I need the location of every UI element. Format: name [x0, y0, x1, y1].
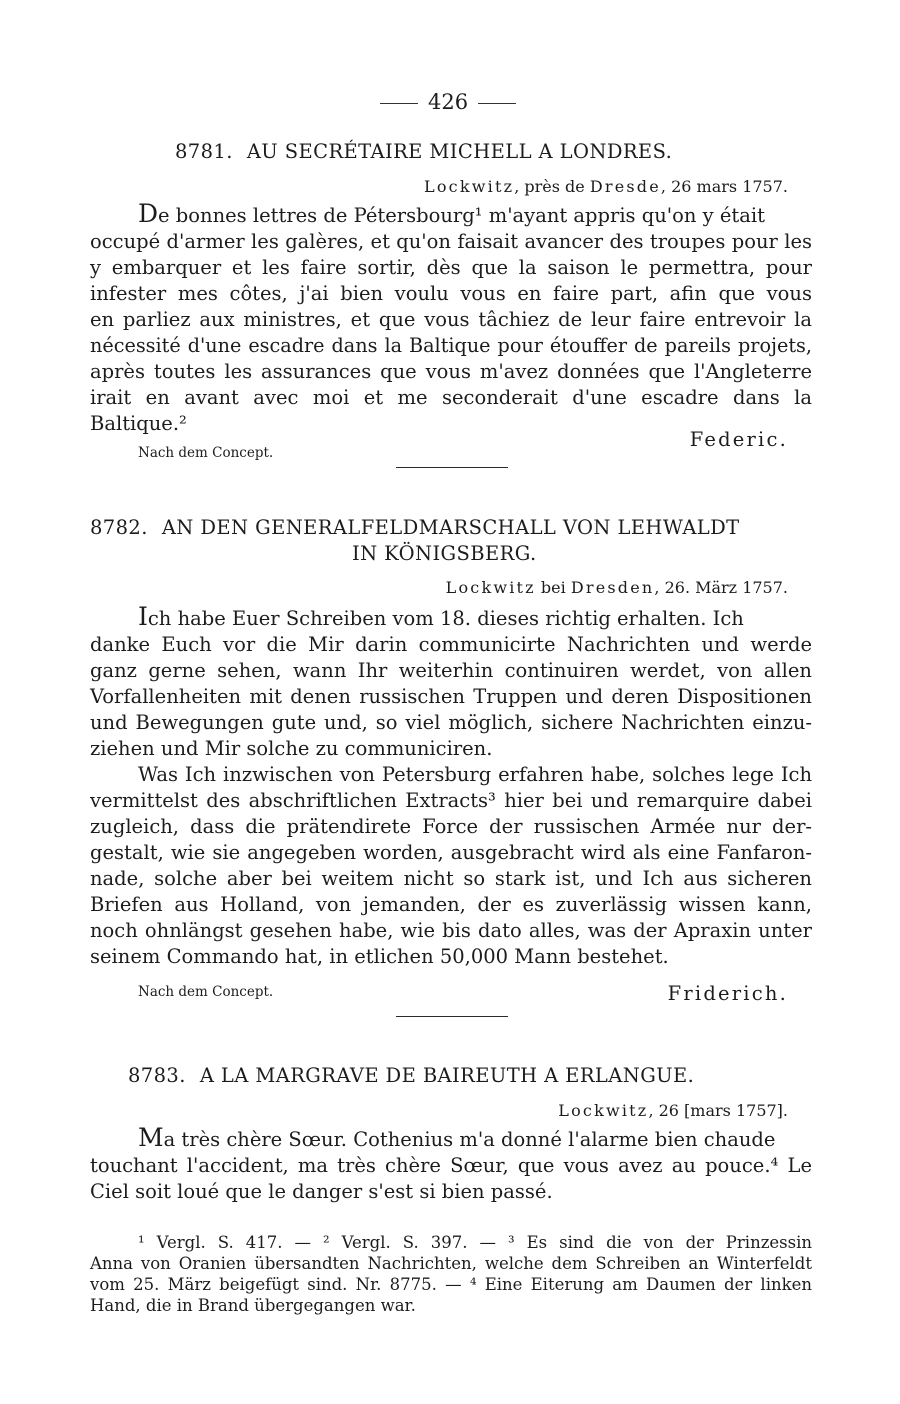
- text-line: irait en avant avec moi et me seconderait d'une escadre dans la: [90, 386, 812, 409]
- page-number: [370, 90, 526, 114]
- footnote-line: ¹ Vergl. S. 417. — ² Vergl. S. 397. — ³ Es sind die von der Prinzessin: [138, 1233, 812, 1252]
- source-note: Nach dem Concept.: [138, 984, 274, 1000]
- letter-heading-text: AU SECRÉTAIRE MICHELL A LONDRES.: [246, 140, 673, 163]
- text-line: gestalt, wie sie angegeben worden, ausgebracht wird als eine Fanfaron-: [90, 841, 812, 864]
- letter-heading-continued: IN KÖNIGSBERG.: [352, 542, 537, 565]
- page-number-dash-right: [478, 103, 516, 104]
- source-note: Nach dem Concept.: [138, 445, 274, 461]
- letter-date: , 26 [mars 1757].: [648, 1101, 788, 1120]
- letter-heading: [128, 1064, 694, 1087]
- letter-dateline: [446, 578, 788, 597]
- text-line: noch ohnlängst gesehen habe, wie bis dato alles, was der Apraxin unter: [90, 919, 812, 942]
- footnote-line: Hand, die in Brand übergegangen war.: [90, 1296, 416, 1315]
- text-line: y embarquer et les faire sortir, dès que la saison le permettra, pour: [90, 256, 812, 279]
- place-name: Lockwitz: [445, 578, 536, 597]
- letter-dateline: [424, 177, 788, 196]
- text-line: Briefen aus Holland, von jemanden, der es zuverlässig wissen kann,: [90, 893, 812, 916]
- place-rest: bei: [540, 578, 566, 597]
- text-line: Was Ich inzwischen von Petersburg erfahren habe, solches lege Ich: [138, 763, 812, 786]
- text-line: occupé d'armer les galères, et qu'on faisait avancer des troupes pour les: [90, 230, 812, 253]
- text-line: Baltique.²: [90, 412, 187, 435]
- initial-letter: I: [138, 602, 148, 631]
- letter-heading-text: A LA MARGRAVE DE BAIREUTH A ERLANGUE.: [199, 1064, 695, 1087]
- text-line: seinem Commando hat, in etlichen 50,000 Mann bestehet.: [90, 945, 669, 968]
- text-line: nade, solche aber bei weitem nicht so stark ist, und Ich aus sicheren: [90, 867, 812, 890]
- text-line: touchant l'accident, ma très chère Sœur, que vous avez au pouce.⁴ Le: [90, 1154, 812, 1177]
- text-line: [138, 604, 812, 632]
- place-city: Dresde: [589, 177, 661, 196]
- footnote-line: Anna von Oranien übersandten Nachrichten, welche dem Schreiben an Winterfeldt: [90, 1254, 812, 1273]
- text-line: ziehen und Mir solche zu communiciren.: [90, 737, 493, 760]
- text-line-content: a très chère Sœur. Cothenius m'a donné l'alarme bien chaude: [163, 1128, 776, 1151]
- page-number-text: 426: [428, 90, 469, 114]
- text-line: en parliez aux ministres, et que vous tâchiez de leur faire entrevoir la: [90, 308, 812, 331]
- page-number-dash-left: [380, 103, 418, 104]
- text-line: infester mes côtes, j'ai bien voulu vous en faire part, afin que vous: [90, 282, 812, 305]
- initial-letter: M: [138, 1123, 164, 1152]
- place-city: Dresden: [570, 578, 655, 597]
- footnote-line: vom 25. März beigefügt sind. Nr. 8775. — ⁴ Eine Eiterung am Daumen der linken: [90, 1275, 812, 1294]
- signature: Federic.: [689, 428, 788, 451]
- place-rest: , près de: [514, 177, 585, 196]
- text-line: [138, 1125, 812, 1153]
- section-divider: [396, 467, 508, 468]
- text-line: nécessité d'une escadre dans la Baltique pour étouffer de pareils projets,: [90, 334, 812, 357]
- place-name: Lockwitz: [558, 1101, 649, 1120]
- section-divider: [396, 1016, 508, 1017]
- letter-heading: [175, 140, 672, 163]
- initial-letter: D: [138, 199, 159, 228]
- letter-heading: [90, 516, 740, 539]
- text-line: [138, 201, 812, 229]
- letter-heading-text: AN DEN GENERALFELDMARSCHALL VON LEHWALDT: [161, 516, 740, 539]
- letter-dateline: [558, 1101, 788, 1120]
- letter-number: 8782.: [90, 516, 148, 539]
- text-line: Ciel soit loué que le danger s'est si bien passé.: [90, 1180, 553, 1203]
- letter-date: , 26. März 1757.: [654, 578, 788, 597]
- place-name: Lockwitz: [424, 177, 515, 196]
- text-line: und Bewegungen gute und, so viel möglich, sichere Nachrichten einzu-: [90, 711, 812, 734]
- signature: Friderich.: [667, 982, 788, 1005]
- text-line-content: e bonnes lettres de Pétersbourg¹ m'ayant appris qu'on y était: [158, 204, 765, 227]
- letter-number: 8781.: [175, 140, 233, 163]
- text-line-content: ch habe Euer Schreiben vom 18. dieses richtig erhalten. Ich: [147, 607, 744, 630]
- letter-number: 8783.: [128, 1064, 186, 1087]
- text-line: ganz gerne sehen, wann Ihr weiterhin continuiren werdet, von allen: [90, 659, 812, 682]
- letter-date: , 26 mars 1757.: [660, 177, 788, 196]
- text-line: Vorfallenheiten mit denen russischen Truppen und deren Dispositionen: [90, 685, 812, 708]
- text-line: danke Euch vor die Mir darin communicirte Nachrichten und werde: [90, 633, 812, 656]
- text-line: après toutes les assurances que vous m'avez données que l'Angleterre: [90, 360, 812, 383]
- text-line: zugleich, dass die prätendirete Force der russischen Armée nur der-: [90, 815, 812, 838]
- text-line: vermittelst des abschriftlichen Extracts³ hier bei und remarquire dabei: [90, 789, 812, 812]
